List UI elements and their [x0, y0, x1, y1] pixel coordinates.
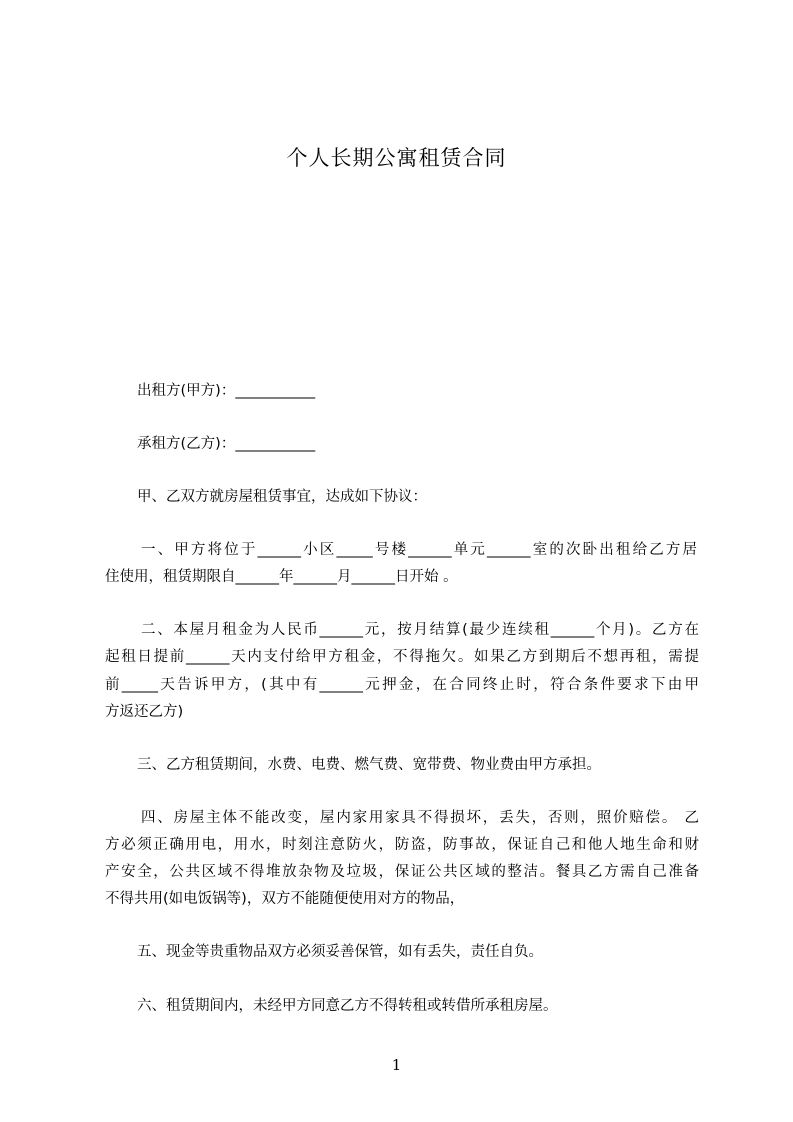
page-number: 1: [391, 1056, 402, 1074]
clause-1-line-2: 住使用，租赁期限自______年______月______日开始 。: [105, 569, 458, 585]
clause-4-line-3: 产安全，公共区域不得堆放杂物及垃圾，保证公共区域的整洁。餐具乙方需自己准备: [105, 864, 699, 880]
clause-2-line-2: 起租日提前______天内支付给甲方租金，不得拖欠。如果乙方到期后不想再租，需提: [105, 649, 699, 665]
clause-4-line-4: 不得共用(如电饭锅等)，双方不能随便使用对方的物品，: [105, 891, 465, 907]
clause-4-line-2: 方必须正确用电，用水，时刻注意防火，防盗，防事故，保证自己和他人地生命和财: [105, 837, 699, 853]
clause-2-line-1: 二、本屋月租金为人民币______元，按月结算(最少连续租______个月)。乙方在: [141, 622, 699, 638]
clause-1-line-1: 一、甲方将位于______小区_____号楼______单元______室的次卧出租给乙方居: [141, 542, 697, 558]
lessor-line: 出租方(甲方)：___________: [137, 383, 316, 399]
intro-line: 甲、乙双方就房屋租赁事宜，达成如下协议：: [137, 489, 427, 505]
clause-3-line: 三、乙方租赁期间，水费、电费、燃气费、宽带费、物业费由甲方承担。: [137, 757, 601, 773]
document-title: 个人长期公寓租赁合同: [286, 146, 507, 170]
clause-6-line: 六、租赁期间内，未经甲方同意乙方不得转租或转借所承租房屋。: [137, 998, 558, 1014]
clause-2-line-3: 前_____天告诉甲方，(其中有______元押金，在合同终止时，符合条件要求下由甲: [105, 677, 699, 693]
clause-4-line-1: 四、房屋主体不能改变，屋内家用家具不得损坏，丢失，否则，照价赔偿。 乙: [141, 810, 699, 826]
clause-5-line: 五、现金等贵重物品双方必须妥善保管，如有丢失，责任自负。: [137, 944, 543, 960]
lessee-line: 承租方(乙方)：___________: [137, 436, 316, 452]
clause-2-line-4: 方返还乙方): [105, 704, 184, 720]
